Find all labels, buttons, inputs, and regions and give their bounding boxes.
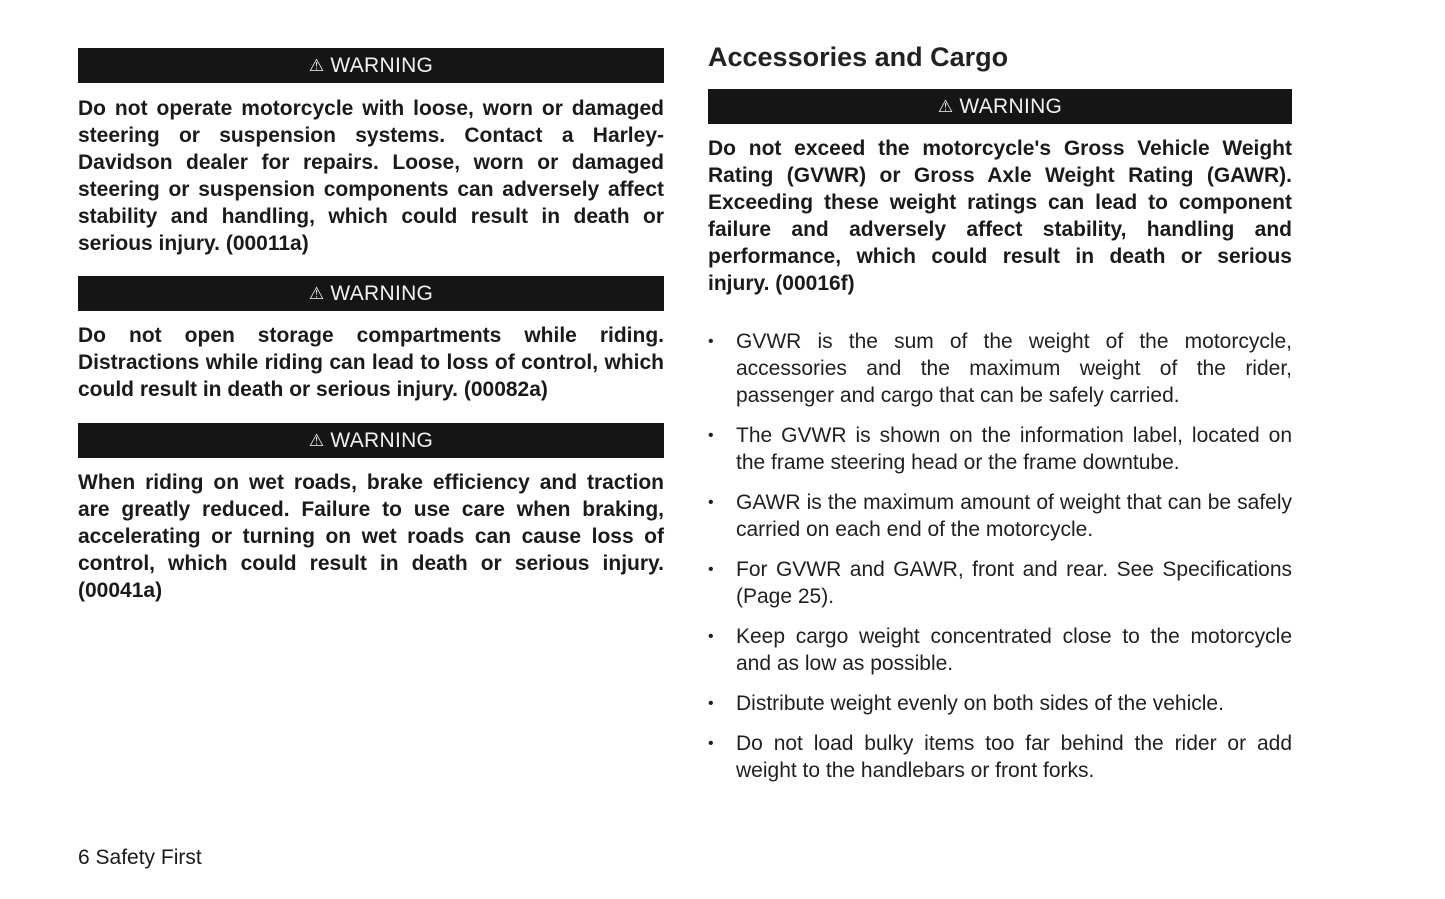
warning-label: WARNING	[330, 53, 434, 77]
page-footer: 6 Safety First	[78, 846, 202, 869]
list-item-text: GAWR is the maximum amount of weight that can be safely carried on each end of the motorcycle.	[736, 491, 1292, 541]
warning-label: WARNING	[330, 281, 434, 305]
list-item	[708, 328, 1292, 409]
bullet-dot-icon: •	[708, 494, 714, 511]
warning-text-1: Do not operate motorcycle with loose, worn or damaged steering or suspension systems. Contact a Harley-Davidson dealer for repairs. Loose, worn or damaged steering or suspension components can adversely affect stability and handling, which could result in death or serious injury. (00011a)	[78, 97, 664, 255]
warning-label: WARNING	[330, 428, 434, 452]
bullet-dot-icon: •	[708, 333, 714, 350]
list-item-text: For GVWR and GAWR, front and rear. See Specifications (Page 25).	[736, 558, 1292, 608]
bullet-dot-icon: •	[708, 628, 714, 645]
warning-label: WARNING	[959, 94, 1063, 118]
list-item-text: Distribute weight evenly on both sides of the vehicle.	[736, 692, 1224, 715]
bullet-dot-icon: •	[708, 427, 714, 444]
warning-triangle-icon: ⚠	[308, 55, 325, 75]
list-item	[708, 422, 1292, 476]
section-title: Accessories and Cargo	[708, 42, 1009, 72]
list-item	[708, 556, 1292, 610]
list-item-text: GVWR is the sum of the weight of the motorcycle, accessories and the maximum weight of the rider, passenger and cargo that can be safely carried.	[736, 330, 1292, 407]
list-item	[708, 690, 1292, 717]
warning-banner-1	[78, 48, 664, 83]
list-item	[708, 730, 1292, 784]
list-item-text: The GVWR is shown on the information label, located on the frame steering head or the frame downtube.	[736, 424, 1292, 474]
warning-text-2: Do not open storage compartments while riding. Distractions while riding can lead to loss of control, which could result in death or serious injury. (00082a)	[78, 324, 664, 401]
warning-triangle-icon: ⚠	[308, 283, 325, 303]
list-item-text: Keep cargo weight concentrated close to the motorcycle and as low as possible.	[736, 625, 1292, 675]
warning-banner-4	[708, 89, 1292, 124]
list-item-text: Do not load bulky items too far behind the rider or add weight to the handlebars or front forks.	[736, 732, 1292, 782]
bullet-dot-icon: •	[708, 695, 714, 712]
warning-banner-2	[78, 276, 664, 311]
bullet-list	[708, 328, 1292, 797]
warning-triangle-icon: ⚠	[308, 430, 325, 450]
list-item	[708, 623, 1292, 677]
bullet-dot-icon: •	[708, 735, 714, 752]
list-item	[708, 489, 1292, 543]
bullet-dot-icon: •	[708, 561, 714, 578]
warning-triangle-icon: ⚠	[937, 96, 954, 116]
warning-banner-3	[78, 423, 664, 458]
warning-text-3: When riding on wet roads, brake efficiency and traction are greatly reduced. Failure to use care when braking, accelerating or turning on wet roads can cause loss of control, which could result in death or serious injury. (00041a)	[78, 471, 664, 602]
warning-text-4: Do not exceed the motorcycle's Gross Vehicle Weight Rating (GVWR) or Gross Axle Weight Rating (GAWR). Exceeding these weight ratings can lead to component failure and adversely affect stability, handling and performance, which could result in death or serious injury. (00016f)	[708, 137, 1292, 295]
